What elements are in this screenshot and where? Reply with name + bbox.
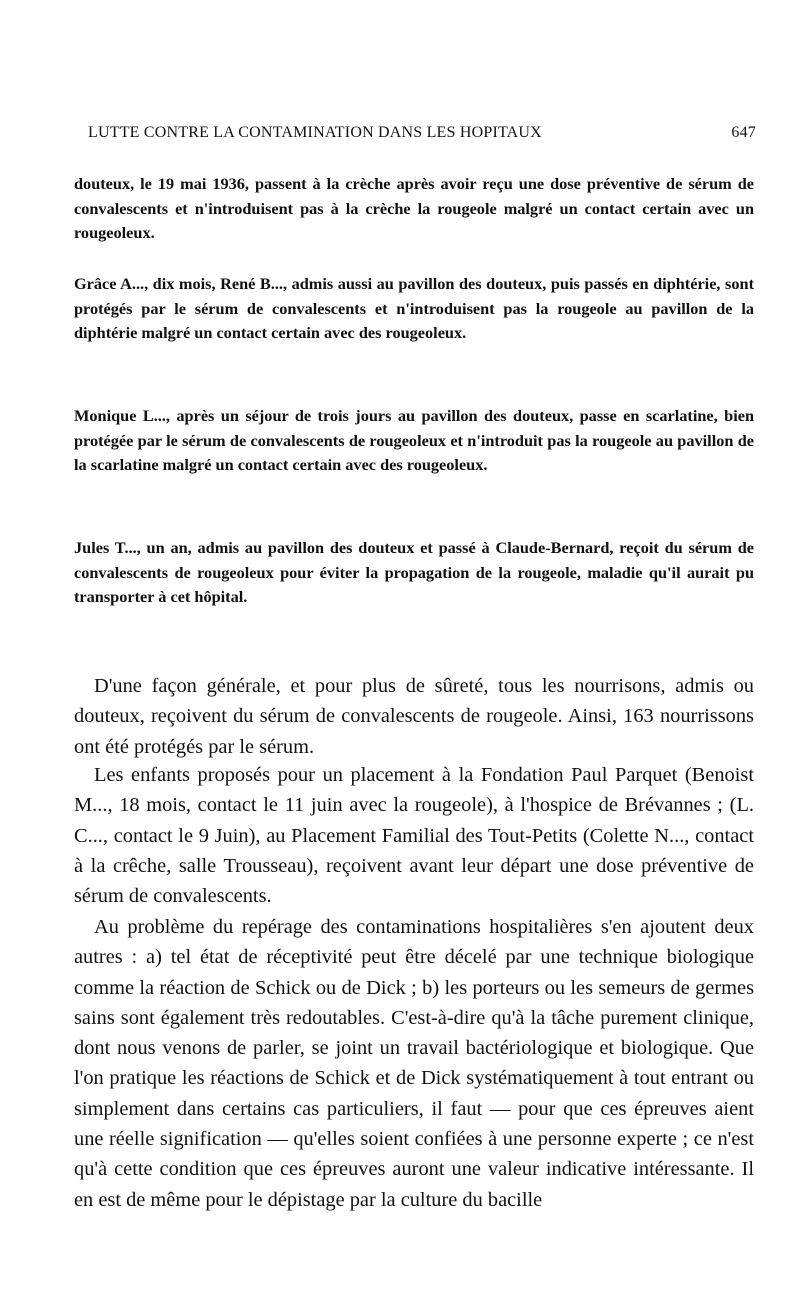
case-paragraph-1: douteux, le 19 mai 1936, passent à la crèche après avoir reçu une dose préventive de sérum de convalescents et n'introduisent pas à la crèche la rougeole malgré un contact certain avec un rougeoleux.: [74, 174, 754, 243]
body-paragraph-problems: Au problème du repérage des contaminations hospitalières s'en ajoutent deux autres : a) tel état de réceptivité peut être décelé par une technique biologique comme la réaction de Schick ou de Dick ; b) les porteurs ou les semeurs de germes sains sont également très redoutables. C'est-à-dire qu'à la tâche purement clinique, dont nous venons de parler, se joint un travail bactériologique et biologique. Que l'on pratique les réactions de Schick et de Dick systématiquement à tout entrant ou simplement dans certains cas particuliers, il faut — pour que ces épreuves aient une réelle signification — qu'elles soient confiées à une personne experte ; ce n'est qu'à cette condition que ces épreuves auront une valeur indicative intéressante. Il en est de même pour le dépistage par la culture du bacille: [74, 916, 754, 1211]
case-paragraph-monique: Monique L..., après un séjour de trois jours au pavillon des douteux, passe en scarlatine, bien protégée par le sérum de convalescents de rougeoleux et n'introduit pas la rougeole au pavillon de la scarlatine malgré un contact certain avec des rougeoleux.: [74, 406, 754, 475]
running-title: LUTTE CONTRE LA CONTAMINATION DANS LES HOPITAUX: [88, 124, 542, 141]
case-paragraph-grace-rene: Grâce A..., dix mois, René B..., admis aussi au pavillon des douteux, puis passés en diphtérie, sont protégés par le sérum de convalescents et n'introduisent pas la rougeole au pavillon de la diphtérie malgré un contact certain avec des rougeoleux.: [74, 274, 754, 343]
case-paragraph-jules: Jules T..., un an, admis au pavillon des douteux et passé à Claude-Bernard, reçoit du sérum de convalescents de rougeoleux pour éviter la propagation de la rougeole, maladie qu'il aurait pu transporter à cet hôpital.: [74, 538, 754, 607]
body-paragraph-placement: Les enfants proposés pour un placement à la Fondation Paul Parquet (Benoist M..., 18 mois, contact le 11 juin avec la rougeole), à l'hospice de Brévannes ; (L. C..., contact le 9 Juin), au Placement Familial des Tout-Petits (Colette N..., contact à la crêche, salle Trousseau), reçoivent avant leur départ une dose préventive de sérum de convalescents.: [74, 764, 754, 908]
document-page: [74, 0, 756, 1304]
body-paragraph-general: D'une façon générale, et pour plus de sûreté, tous les nourrisons, admis ou douteux, reçoivent du sérum de convalescents de rougeole. Ainsi, 163 nourrissons ont été protégés par le sérum.: [74, 675, 754, 758]
page-number: 647: [731, 124, 756, 141]
